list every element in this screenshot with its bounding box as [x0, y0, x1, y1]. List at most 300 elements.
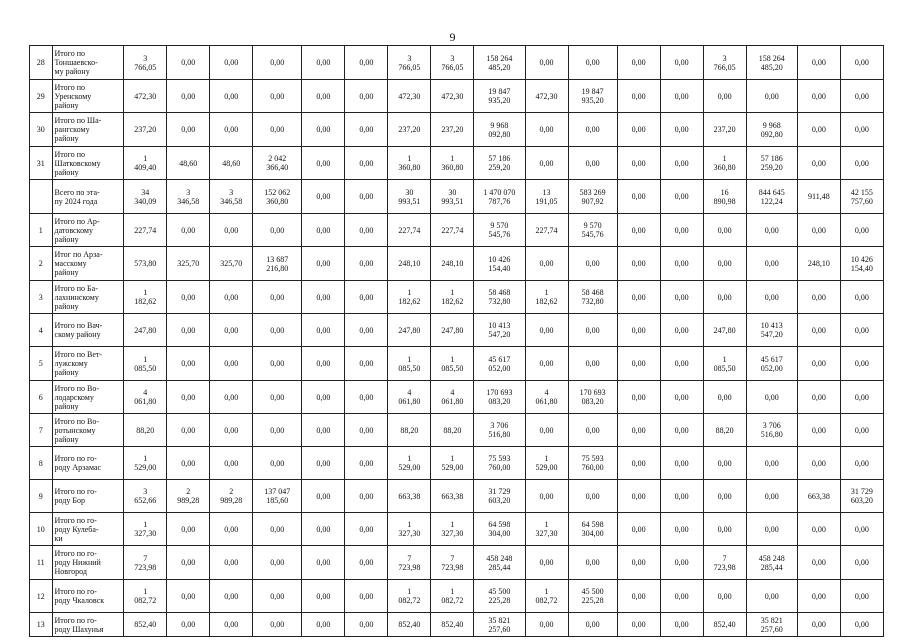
table-cell: 0,00 — [797, 214, 840, 247]
table-cell: 325,70 — [167, 247, 210, 281]
table-cell: 0,00 — [797, 281, 840, 314]
table-cell: 0,00 — [660, 480, 703, 513]
table-cell: 0,00 — [253, 613, 302, 637]
table-row — [30, 414, 884, 447]
data-table — [29, 45, 884, 637]
table-cell: 0,00 — [302, 80, 345, 113]
table-cell: 0,00 — [797, 513, 840, 546]
table-cell: 0,00 — [617, 46, 660, 80]
table-cell: 0,00 — [253, 546, 302, 580]
row-number-cell: 3 — [30, 281, 53, 314]
table-cell: 1 529,00 — [124, 447, 167, 480]
table-cell: 0,00 — [302, 480, 345, 513]
table-cell: 852,40 — [124, 613, 167, 637]
table-cell: 237,20 — [388, 113, 431, 147]
table-cell: 45 500 225,28 — [474, 580, 525, 613]
table-cell: 0,00 — [167, 580, 210, 613]
table-cell: 0,00 — [746, 381, 797, 414]
table-cell: 852,40 — [431, 613, 474, 637]
table-cell: 57 186 259,20 — [474, 147, 525, 180]
table-cell: 0,00 — [840, 314, 883, 347]
table-cell: 0,00 — [302, 613, 345, 637]
table-cell: 30 993,51 — [431, 180, 474, 214]
page-number: 9 — [449, 30, 456, 44]
table-cell: 3 706 516,80 — [474, 414, 525, 447]
table-cell: 0,00 — [253, 414, 302, 447]
table-cell: 0,00 — [525, 314, 568, 347]
table-cell: 0,00 — [568, 480, 617, 513]
table-cell: 9 968 092,80 — [474, 113, 525, 147]
table-cell: 0,00 — [302, 113, 345, 147]
table-cell: 0,00 — [617, 480, 660, 513]
table-cell: 472,30 — [431, 80, 474, 113]
row-name-cell: Итого по го- роду Арзамас — [52, 447, 124, 480]
table-cell: 573,80 — [124, 247, 167, 281]
table-cell: 663,38 — [797, 480, 840, 513]
table-cell: 0,00 — [210, 447, 253, 480]
table-cell: 0,00 — [568, 247, 617, 281]
table-cell: 3 766,05 — [388, 46, 431, 80]
table-cell: 0,00 — [703, 281, 746, 314]
table-cell: 0,00 — [167, 113, 210, 147]
table-row — [30, 46, 884, 80]
table-cell: 247,80 — [388, 314, 431, 347]
row-name-cell: Итого по Вет- лужскому району — [52, 347, 124, 381]
table-cell: 0,00 — [302, 447, 345, 480]
table-cell: 31 729 603,20 — [474, 480, 525, 513]
table-cell: 0,00 — [797, 314, 840, 347]
table-cell: 0,00 — [302, 46, 345, 80]
table-cell: 472,30 — [124, 80, 167, 113]
table-row — [30, 613, 884, 637]
row-number-cell: 11 — [30, 546, 53, 580]
table-cell: 0,00 — [167, 214, 210, 247]
table-cell: 0,00 — [840, 214, 883, 247]
table-cell: 0,00 — [703, 580, 746, 613]
table-cell: 0,00 — [167, 447, 210, 480]
table-cell: 0,00 — [302, 147, 345, 180]
table-cell: 0,00 — [210, 214, 253, 247]
table-cell: 57 186 259,20 — [746, 147, 797, 180]
table-cell: 88,20 — [124, 414, 167, 447]
table-cell: 1 182,62 — [388, 281, 431, 314]
table-cell: 844 645 122,24 — [746, 180, 797, 214]
row-name-cell: Итого по го- роду Чкаловск — [52, 580, 124, 613]
table-cell: 0,00 — [302, 314, 345, 347]
table-cell: 1 085,50 — [124, 347, 167, 381]
table-cell: 88,20 — [431, 414, 474, 447]
table-cell: 75 593 760,00 — [568, 447, 617, 480]
table-cell: 3 652,66 — [124, 480, 167, 513]
table-cell: 3 766,05 — [703, 46, 746, 80]
table-cell: 0,00 — [703, 80, 746, 113]
table-cell: 0,00 — [840, 613, 883, 637]
table-cell: 0,00 — [525, 480, 568, 513]
table-cell: 0,00 — [617, 613, 660, 637]
table-cell: 0,00 — [840, 546, 883, 580]
table-cell: 0,00 — [253, 381, 302, 414]
table-cell: 0,00 — [617, 247, 660, 281]
table-cell: 0,00 — [840, 147, 883, 180]
table-cell: 4 061,80 — [525, 381, 568, 414]
table-cell: 3 766,05 — [124, 46, 167, 80]
table-cell: 472,30 — [525, 80, 568, 113]
row-name-cell: Итого по Ба- лахнинскому району — [52, 281, 124, 314]
table-cell: 13 191,05 — [525, 180, 568, 214]
table-cell: 911,48 — [797, 180, 840, 214]
table-cell: 0,00 — [797, 414, 840, 447]
row-name-cell: Итог по Арза- масскому району — [52, 247, 124, 281]
table-cell: 0,00 — [568, 347, 617, 381]
table-cell: 0,00 — [253, 214, 302, 247]
row-name-cell: Итого по Вач- скому району — [52, 314, 124, 347]
table-row — [30, 113, 884, 147]
table-cell: 0,00 — [345, 214, 388, 247]
table-cell: 0,00 — [525, 46, 568, 80]
table-cell: 4 061,80 — [388, 381, 431, 414]
table-cell: 48,60 — [210, 147, 253, 180]
table-cell: 0,00 — [660, 347, 703, 381]
table-cell: 0,00 — [840, 447, 883, 480]
table-cell: 663,38 — [431, 480, 474, 513]
table-cell: 2 989,28 — [167, 480, 210, 513]
table-cell: 0,00 — [345, 447, 388, 480]
table-cell: 0,00 — [617, 513, 660, 546]
table-cell: 1 085,50 — [431, 347, 474, 381]
table-cell: 7 723,98 — [388, 546, 431, 580]
table-cell: 3 346,58 — [210, 180, 253, 214]
table-cell: 0,00 — [345, 580, 388, 613]
table-cell: 170 693 083,20 — [474, 381, 525, 414]
table-row — [30, 80, 884, 113]
table-cell: 0,00 — [525, 347, 568, 381]
table-cell: 0,00 — [302, 546, 345, 580]
table-cell: 7 723,98 — [431, 546, 474, 580]
table-cell: 0,00 — [660, 613, 703, 637]
table-row — [30, 314, 884, 347]
table-cell: 0,00 — [167, 513, 210, 546]
table-cell: 0,00 — [746, 480, 797, 513]
table-row — [30, 247, 884, 281]
table-cell: 0,00 — [302, 347, 345, 381]
table-cell: 0,00 — [253, 513, 302, 546]
row-number-cell — [30, 180, 53, 214]
table-cell: 0,00 — [797, 147, 840, 180]
table-cell: 0,00 — [617, 347, 660, 381]
table-cell: 1 327,30 — [525, 513, 568, 546]
table-cell: 0,00 — [840, 46, 883, 80]
row-name-cell: Итого по Ша- рангскому району — [52, 113, 124, 147]
table-row — [30, 447, 884, 480]
table-cell: 48,60 — [167, 147, 210, 180]
table-row — [30, 347, 884, 381]
table-cell: 0,00 — [525, 613, 568, 637]
table-cell: 0,00 — [797, 447, 840, 480]
table-cell: 248,10 — [388, 247, 431, 281]
table-cell: 7 723,98 — [703, 546, 746, 580]
row-number-cell: 6 — [30, 381, 53, 414]
table-cell: 0,00 — [746, 447, 797, 480]
table-cell: 3 706 516,80 — [746, 414, 797, 447]
table-cell: 0,00 — [210, 113, 253, 147]
table-cell: 0,00 — [210, 46, 253, 80]
table-cell: 0,00 — [167, 80, 210, 113]
table-cell: 247,80 — [703, 314, 746, 347]
row-number-cell: 5 — [30, 347, 53, 381]
table-cell: 0,00 — [345, 281, 388, 314]
table-cell: 88,20 — [703, 414, 746, 447]
table-cell: 1 085,50 — [388, 347, 431, 381]
table-cell: 0,00 — [525, 247, 568, 281]
table-cell: 64 598 304,00 — [474, 513, 525, 546]
table-cell: 88,20 — [388, 414, 431, 447]
table-cell: 458 248 285,44 — [474, 546, 525, 580]
table-cell: 0,00 — [703, 214, 746, 247]
table-cell: 0,00 — [617, 147, 660, 180]
table-cell: 0,00 — [210, 414, 253, 447]
table-cell: 0,00 — [617, 314, 660, 347]
table-cell: 0,00 — [617, 447, 660, 480]
table-cell: 227,74 — [124, 214, 167, 247]
table-cell: 237,20 — [703, 113, 746, 147]
table-cell: 0,00 — [746, 247, 797, 281]
table-cell: 0,00 — [703, 480, 746, 513]
row-name-cell: Итого по го- роду Шахунья — [52, 613, 124, 637]
table-cell: 0,00 — [840, 113, 883, 147]
table-cell: 34 340,09 — [124, 180, 167, 214]
table-cell: 663,38 — [388, 480, 431, 513]
table-cell: 0,00 — [797, 580, 840, 613]
table-cell: 9 968 092,80 — [746, 113, 797, 147]
table-cell: 10 426 154,40 — [474, 247, 525, 281]
table-cell: 45 617 052,00 — [746, 347, 797, 381]
row-number-cell: 31 — [30, 147, 53, 180]
table-cell: 0,00 — [660, 546, 703, 580]
table-cell: 0,00 — [525, 147, 568, 180]
table-cell: 0,00 — [568, 546, 617, 580]
table-cell: 0,00 — [797, 46, 840, 80]
table-cell: 10 413 547,20 — [474, 314, 525, 347]
table-cell: 0,00 — [617, 546, 660, 580]
table-cell: 152 062 360,80 — [253, 180, 302, 214]
table-cell: 0,00 — [660, 381, 703, 414]
table-cell: 0,00 — [840, 513, 883, 546]
table-cell: 1 327,30 — [388, 513, 431, 546]
table-row — [30, 214, 884, 247]
table-cell: 0,00 — [660, 281, 703, 314]
table-cell: 1 327,30 — [431, 513, 474, 546]
table-cell: 583 269 907,92 — [568, 180, 617, 214]
table-cell: 1 327,30 — [124, 513, 167, 546]
table-cell: 2 042 366,40 — [253, 147, 302, 180]
table-cell: 0,00 — [568, 314, 617, 347]
table-cell: 0,00 — [345, 314, 388, 347]
row-number-cell: 4 — [30, 314, 53, 347]
table-cell: 1 082,72 — [525, 580, 568, 613]
table-cell: 0,00 — [797, 113, 840, 147]
table-cell: 0,00 — [345, 480, 388, 513]
table-cell: 0,00 — [525, 546, 568, 580]
row-name-cell: Всего по эта- пу 2024 года — [52, 180, 124, 214]
table-cell: 0,00 — [210, 513, 253, 546]
row-number-cell: 13 — [30, 613, 53, 637]
table-cell: 1 182,62 — [525, 281, 568, 314]
table-cell: 0,00 — [345, 147, 388, 180]
table-cell: 0,00 — [660, 214, 703, 247]
table-cell: 0,00 — [617, 580, 660, 613]
table-cell: 0,00 — [302, 414, 345, 447]
table-cell: 247,80 — [431, 314, 474, 347]
table-cell: 58 468 732,80 — [474, 281, 525, 314]
table-cell: 9 570 545,76 — [474, 214, 525, 247]
table-cell: 0,00 — [746, 214, 797, 247]
table-cell: 0,00 — [660, 580, 703, 613]
table-cell: 0,00 — [345, 46, 388, 80]
table-cell: 19 847 935,20 — [568, 80, 617, 113]
table-cell: 0,00 — [746, 580, 797, 613]
table-cell: 0,00 — [167, 46, 210, 80]
table-cell: 0,00 — [167, 347, 210, 381]
row-number-cell: 9 — [30, 480, 53, 513]
table-cell: 137 047 185,60 — [253, 480, 302, 513]
table-cell: 0,00 — [210, 546, 253, 580]
table-cell: 0,00 — [345, 247, 388, 281]
table-cell: 0,00 — [302, 247, 345, 281]
table-cell: 0,00 — [660, 414, 703, 447]
row-name-cell: Итого по Тоншаевско- му району — [52, 46, 124, 80]
table-cell: 75 593 760,00 — [474, 447, 525, 480]
table-cell: 0,00 — [345, 381, 388, 414]
row-name-cell: Итого по Во- ротынскому району — [52, 414, 124, 447]
table-cell: 0,00 — [617, 80, 660, 113]
table-cell: 31 729 603,20 — [840, 480, 883, 513]
table-row — [30, 546, 884, 580]
table-row — [30, 381, 884, 414]
table-cell: 0,00 — [797, 546, 840, 580]
table-cell: 237,20 — [124, 113, 167, 147]
table-cell: 0,00 — [253, 347, 302, 381]
table-cell: 0,00 — [703, 247, 746, 281]
table-cell: 0,00 — [210, 580, 253, 613]
table-cell: 3 346,58 — [167, 180, 210, 214]
table-cell: 1 085,50 — [703, 347, 746, 381]
table-cell: 0,00 — [568, 414, 617, 447]
table-cell: 0,00 — [210, 314, 253, 347]
table-cell: 4 061,80 — [431, 381, 474, 414]
table-cell: 0,00 — [253, 113, 302, 147]
row-number-cell: 30 — [30, 113, 53, 147]
table-cell: 0,00 — [167, 381, 210, 414]
table-cell: 0,00 — [253, 80, 302, 113]
table-cell: 0,00 — [253, 281, 302, 314]
table-cell: 0,00 — [345, 113, 388, 147]
table-cell: 0,00 — [525, 113, 568, 147]
table-cell: 0,00 — [660, 46, 703, 80]
row-number-cell: 8 — [30, 447, 53, 480]
table-cell: 0,00 — [302, 513, 345, 546]
table-cell: 0,00 — [660, 513, 703, 546]
table-cell: 4 061,80 — [124, 381, 167, 414]
table-cell: 0,00 — [210, 281, 253, 314]
table-cell: 0,00 — [840, 381, 883, 414]
table-cell: 0,00 — [210, 347, 253, 381]
table-cell: 10 426 154,40 — [840, 247, 883, 281]
table-cell: 0,00 — [345, 546, 388, 580]
table-cell: 0,00 — [345, 80, 388, 113]
table-cell: 1 082,72 — [388, 580, 431, 613]
table-cell: 1 082,72 — [431, 580, 474, 613]
table-cell: 1 529,00 — [388, 447, 431, 480]
table-cell: 1 182,62 — [124, 281, 167, 314]
table-cell: 170 693 083,20 — [568, 381, 617, 414]
table-cell: 0,00 — [167, 281, 210, 314]
table-cell: 64 598 304,00 — [568, 513, 617, 546]
table-cell: 35 821 257,60 — [746, 613, 797, 637]
table-cell: 1 470 070 787,76 — [474, 180, 525, 214]
table-cell: 35 821 257,60 — [474, 613, 525, 637]
row-number-cell: 7 — [30, 414, 53, 447]
table-cell: 248,10 — [797, 247, 840, 281]
row-name-cell: Итого по го- роду Бор — [52, 480, 124, 513]
table-cell: 852,40 — [703, 613, 746, 637]
table-cell: 0,00 — [617, 414, 660, 447]
table-body — [30, 46, 884, 637]
table-cell: 0,00 — [840, 80, 883, 113]
table-cell: 0,00 — [617, 214, 660, 247]
table-cell: 3 766,05 — [431, 46, 474, 80]
table-cell: 0,00 — [167, 314, 210, 347]
table-cell: 1 409,40 — [124, 147, 167, 180]
table-cell: 852,40 — [388, 613, 431, 637]
table-cell: 0,00 — [746, 513, 797, 546]
table-cell: 0,00 — [660, 447, 703, 480]
table-cell: 0,00 — [746, 80, 797, 113]
table-cell: 0,00 — [617, 281, 660, 314]
table-cell: 0,00 — [345, 613, 388, 637]
table-cell: 0,00 — [660, 314, 703, 347]
table-cell: 58 468 732,80 — [568, 281, 617, 314]
table-cell: 42 155 757,60 — [840, 180, 883, 214]
table-cell: 0,00 — [568, 147, 617, 180]
table-cell: 0,00 — [302, 214, 345, 247]
table-cell: 0,00 — [253, 580, 302, 613]
table-cell: 248,10 — [431, 247, 474, 281]
table-cell: 0,00 — [167, 613, 210, 637]
table-cell: 247,80 — [124, 314, 167, 347]
table-cell: 0,00 — [302, 180, 345, 214]
table-cell: 158 264 485,20 — [746, 46, 797, 80]
table-cell: 19 847 935,20 — [474, 80, 525, 113]
row-name-cell: Итого по Уренскому району — [52, 80, 124, 113]
row-number-cell: 1 — [30, 214, 53, 247]
row-name-cell: Итого по Шатковскому району — [52, 147, 124, 180]
table-cell: 0,00 — [840, 281, 883, 314]
table-cell: 0,00 — [797, 347, 840, 381]
table-cell: 0,00 — [660, 80, 703, 113]
table-cell: 13 687 216,80 — [253, 247, 302, 281]
table-cell: 1 360,80 — [703, 147, 746, 180]
table-cell: 1 182,62 — [431, 281, 474, 314]
table-cell: 0,00 — [617, 381, 660, 414]
table-cell: 45 500 225,28 — [568, 580, 617, 613]
table-cell: 0,00 — [167, 414, 210, 447]
table-cell: 0,00 — [703, 381, 746, 414]
table-cell: 0,00 — [703, 447, 746, 480]
table-row — [30, 281, 884, 314]
table-cell: 227,74 — [431, 214, 474, 247]
table-cell: 458 248 285,44 — [746, 546, 797, 580]
row-number-cell: 2 — [30, 247, 53, 281]
